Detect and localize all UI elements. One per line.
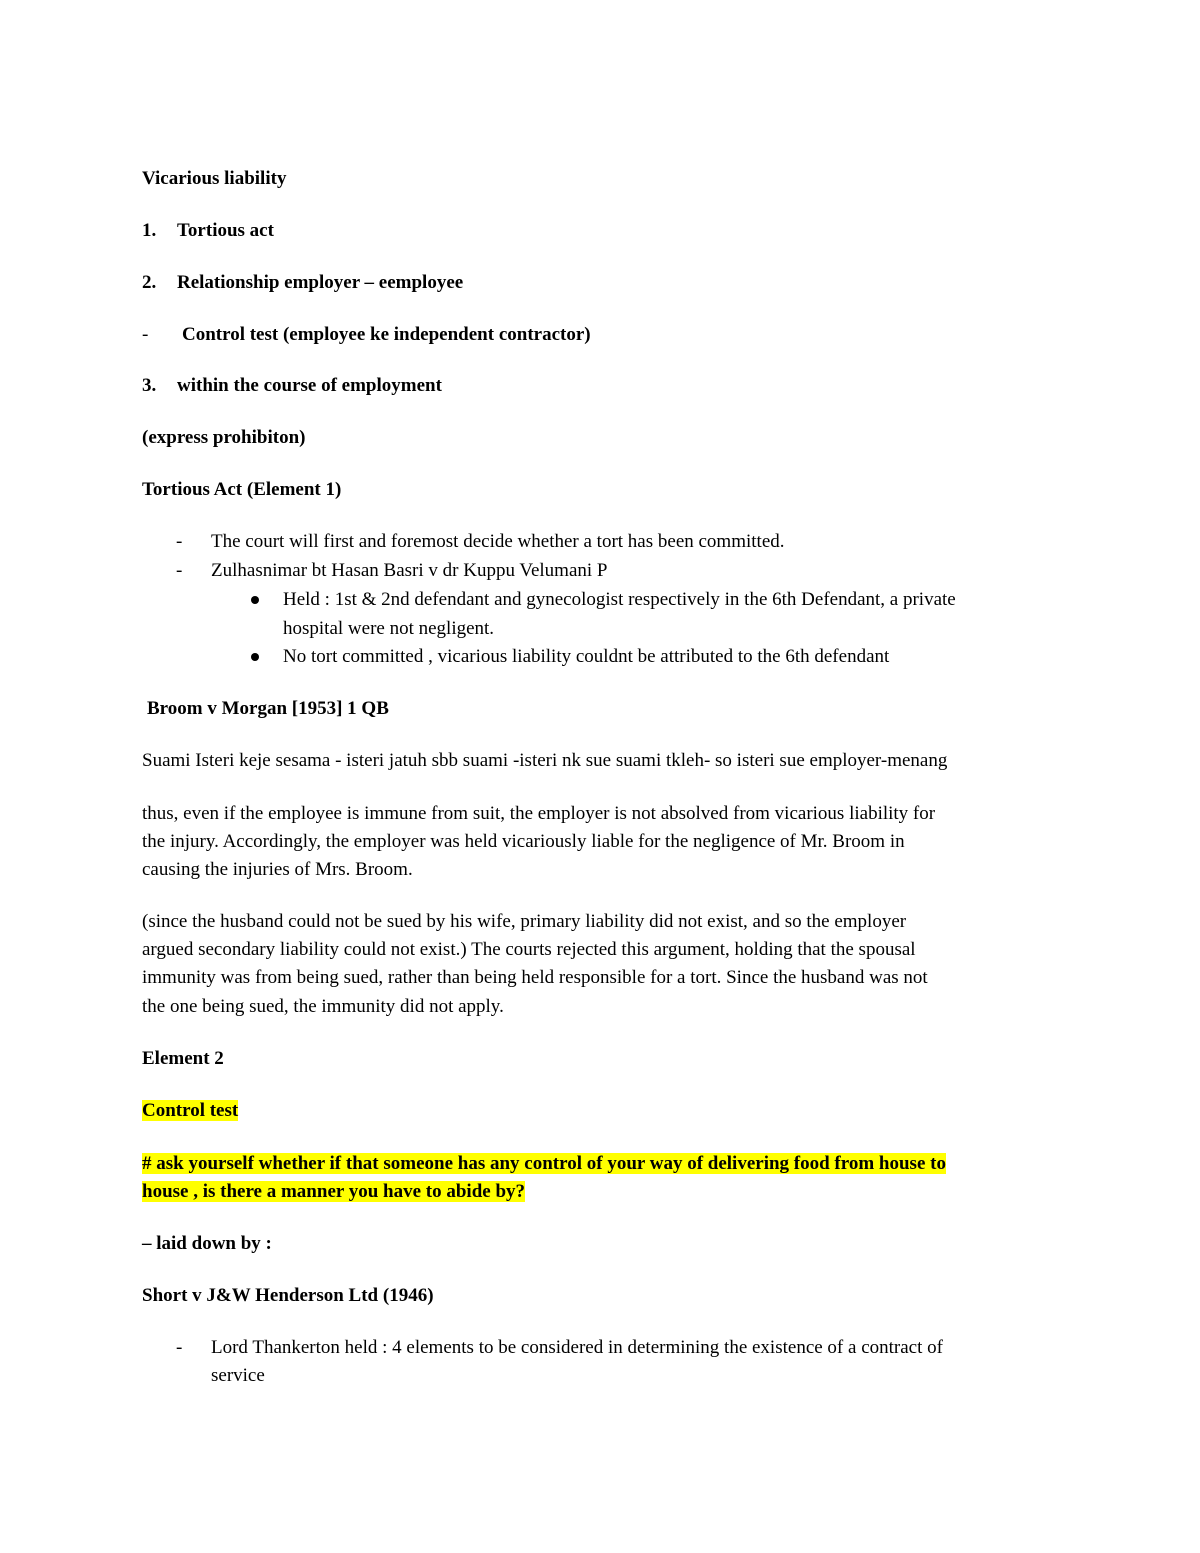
outline-item-3: within the course of employment [177,375,442,396]
element2-heading: Element 2 [142,1048,224,1069]
broom-para2-line4: the one being sued, the immunity did not apply. [142,996,504,1017]
outline-marker-1: 1. [142,220,157,241]
highlighted-text: house , is there a manner you have to abide by? [142,1181,526,1202]
case-bullet-line2: service [211,1365,265,1386]
bullet-dot-icon [251,596,259,604]
highlighted-text: # ask yourself whether if that someone has any control of your way of delivering food from house to [142,1153,946,1174]
element1-subbullet-2: No tort committed , vicarious liability couldnt be attributed to the 6th defendant [283,646,890,667]
outline-marker-3: 3. [142,375,157,396]
outline-marker-2: 2. [142,272,157,293]
outline-item-control-test: Control test (employee ke independent contractor) [182,324,591,345]
control-test-heading [142,1097,238,1125]
short-case-heading: Short v J&W Henderson Ltd (1946) [142,1285,434,1306]
bullet-dot-icon [251,653,259,661]
broom-summary: Suami Isteri keje sesama - isteri jatuh sbb suami -isteri nk sue suami tkleh- so isteri sue employer-menang [142,750,948,771]
outline-marker-dash: - [142,324,149,345]
broom-para1-line1: thus, even if the employee is immune from suit, the employer is not absolved from vicarious liability for [142,803,936,824]
question-line2 [142,1178,525,1206]
element1-subbullet-1-line2: hospital were not negligent. [283,618,495,639]
broom-heading: Broom v Morgan [1953] 1 QB [147,698,389,719]
broom-para2-line1: (since the husband could not be sued by his wife, primary liability did not exist, and so the employer [142,911,907,932]
highlighted-text: Control test [142,1100,239,1121]
case-bullet-dash: - [176,1337,183,1358]
element1-dash-1: - [176,531,183,552]
broom-para2-line3: immunity was from being sued, rather than being held responsible for a tort. Since the husband was not [142,967,928,988]
case-bullet-line1: Lord Thankerton held : 4 elements to be considered in determining the existence of a contract of [211,1337,943,1358]
element1-bullet-2: Zulhasnimar bt Hasan Basri v dr Kuppu Velumani P [211,560,608,581]
express-prohibition: (express prohibiton) [142,427,306,448]
broom-para1-line3: causing the injuries of Mrs. Broom. [142,859,413,880]
element1-dash-2: - [176,560,183,581]
laid-down-by: – laid down by : [142,1233,272,1254]
element1-bullet-1: The court will first and foremost decide whether a tort has been committed. [211,531,785,552]
element1-heading: Tortious Act (Element 1) [142,479,342,500]
question-line1 [142,1150,946,1178]
outline-item-1: Tortious act [177,220,274,241]
broom-para1-line2: the injury. Accordingly, the employer was held vicariously liable for the negligence of Mr. Broom in [142,831,905,852]
element1-subbullet-1-line1: Held : 1st & 2nd defendant and gynecologist respectively in the 6th Defendant, a private [283,589,956,610]
doc-title: Vicarious liability [142,168,287,189]
broom-para2-line2: argued secondary liability could not exist.) The courts rejected this argument, holding that the spousal [142,939,916,960]
outline-item-2: Relationship employer – eemployee [177,272,464,293]
